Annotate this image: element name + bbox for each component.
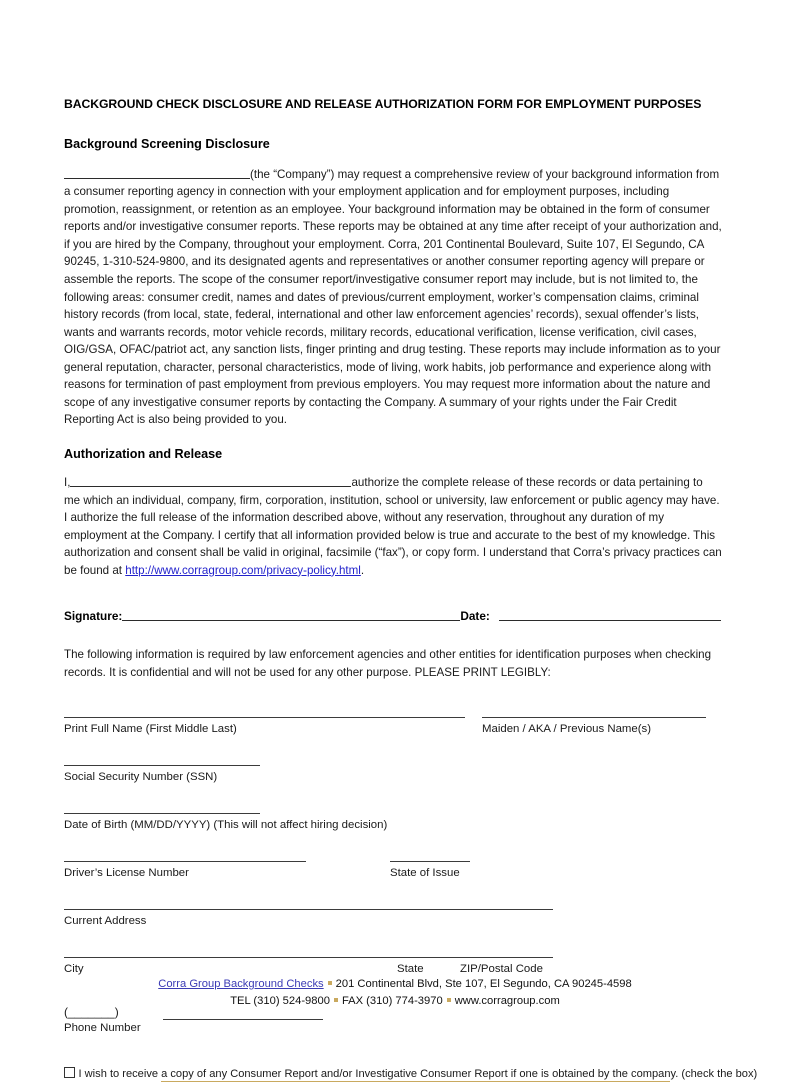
state-of-issue-label: State of Issue [390, 867, 460, 880]
drivers-license-input-line[interactable] [64, 861, 306, 862]
footer-address: 201 Continental Blvd, Ste 107, El Segundo, CA 90245-4598 [335, 978, 632, 990]
consumer-report-copy-row[interactable] [64, 1053, 758, 1081]
footer-tel: TEL (310) 524-9800 [230, 994, 330, 1007]
field-row-dob [64, 813, 722, 861]
date-input-line[interactable] [499, 608, 721, 621]
signature-input-line[interactable] [122, 608, 460, 621]
section-heading-disclosure: Background Screening Disclosure [64, 136, 270, 151]
field-row-name [64, 717, 722, 765]
separator-bullet-icon [334, 998, 338, 1002]
phone-number-label: Phone Number [64, 1022, 141, 1035]
authorization-lead-in: I, [64, 476, 71, 490]
identification-fields [64, 681, 722, 1005]
field-row-address [64, 909, 722, 957]
ssn-input-line[interactable] [64, 765, 260, 766]
authorization-paragraph [64, 462, 722, 579]
footer-fax: FAX (310) 774-3970 [341, 994, 443, 1007]
phone-area-code-blank[interactable]: (_______) [64, 1005, 119, 1020]
phone-number-input-line[interactable] [163, 1019, 323, 1020]
zip-label: ZIP/Postal Code [460, 963, 543, 976]
dob-input-line[interactable] [64, 813, 260, 814]
field-row-license [64, 861, 722, 909]
document-content [64, 0, 758, 1081]
date-label: Date: [460, 609, 490, 624]
drivers-license-label: Driver’s License Number [64, 867, 189, 880]
page-title: BACKGROUND CHECK DISCLOSURE AND RELEASE AUTHORIZATION FORM FOR EMPLOYMENT PURPOSES [64, 97, 702, 111]
maiden-name-label: Maiden / AKA / Previous Name(s) [482, 723, 652, 736]
disclosure-paragraph [64, 152, 722, 429]
city-label: City [64, 963, 84, 976]
checkbox-icon[interactable] [64, 1067, 75, 1078]
state-label: State [397, 963, 424, 976]
disclosure-text: (the “Company”) may request a comprehensive review of your background information from a consumer reporting agency in connection with your employment application and for employment purposes, including promotion, reassignment, or retention as an employee. Your background information may be obtained in the form of consumer reports and/or investigative consumer reports. These reports may be obtained at any time after receipt of your authorization and, if you are hired by the Company, throughout your employment. Corra, 201 Continental Boulevard, Suite 107, El Segundo, CA 90245, 1-310-524-9800, and its designated agents and representatives or another consumer reporting agency will prepare or assemble the reports. The scope of the consumer report/investigative consumer report may include, but is not limited to, the following areas: consumer credit, names and dates of previous/current employment, worker’s compensation claims, criminal history records (from local, state, federal, international and other law enforcement agencies’ records), sexual offender’s lists, wants and warrants records, motor vehicle records, military records, educational verification, license verification, civil cases, OIG/GSA, OFAC/patriot act, any sanction lists, finger printing and drug testing. These reports may include information as to your general reputation, character, personal characteristics, mode of living, work habits, job performance and experience along with reasons for termination of past employment from previous employers. You may request more information about the nature and scope of any investigative consumer reports by contacting the Company. A summary of your rights under the Fair Credit Reporting Act is also being provided to you. [64, 167, 722, 427]
print-legibly-notice: The following information is required by law enforcement agencies and other entities for identification purposes when checking records. It is confidential and will not be used for any other purpose. PLEASE PRINT LEGIBLY: [64, 648, 712, 679]
signature-label: Signature: [64, 609, 123, 624]
footer-web: www.corragroup.com [454, 994, 560, 1007]
state-of-issue-input-line[interactable] [390, 861, 470, 862]
full-name-input-line[interactable] [64, 717, 465, 718]
ssn-label: Social Security Number (SSN) [64, 771, 218, 784]
privacy-policy-link[interactable]: http://www.corragroup.com/privacy-policy.html [125, 563, 361, 577]
maiden-name-input-line[interactable] [482, 717, 706, 718]
corra-group-link[interactable]: Corra Group Background Checks [158, 978, 324, 990]
checkbox-text-before: I wish to receive [78, 1068, 162, 1081]
footer-line-1 [0, 976, 790, 993]
current-address-input-line[interactable] [64, 909, 553, 910]
dob-label: Date of Birth (MM/DD/YYYY) (This will not affect hiring decision) [64, 819, 388, 832]
signature-date-row [64, 579, 722, 623]
city-state-zip-input-line[interactable] [64, 957, 553, 958]
authorization-text: authorize the complete release of these records or data pertaining to me which an individual, company, firm, corporation, institution, school or university, law enforcement or public agency may have. I authorize the full release of the information described above, without any reservation, throughout any duration of my employment at the Company. I certify that all information provided below is true and accurate to the best of my knowledge. This authorization and consent shall be valid in original, facsimile (“fax”), or copy form. I understand that Corra’s privacy practices can be found at [64, 476, 722, 577]
page-footer [0, 976, 790, 1009]
company-name-blank[interactable] [64, 166, 250, 179]
authorization-text-tail: . [360, 563, 365, 577]
footer-line-2 [0, 993, 790, 1010]
authorizer-name-blank[interactable] [70, 474, 351, 487]
full-name-label: Print Full Name (First Middle Last) [64, 723, 237, 736]
separator-bullet-icon [447, 998, 451, 1002]
checkbox-text-highlighted: a copy of any Consumer Report and/or Investigative Consumer Report if one is obtained by the compan [161, 1068, 671, 1081]
current-address-label: Current Address [64, 915, 147, 928]
field-row-ssn [64, 765, 722, 813]
field-row-phone [64, 1005, 722, 1053]
checkbox-text-after: y. (check the box) [670, 1068, 758, 1081]
separator-bullet-icon [328, 981, 332, 985]
section-heading-authorization: Authorization and Release [64, 446, 223, 461]
